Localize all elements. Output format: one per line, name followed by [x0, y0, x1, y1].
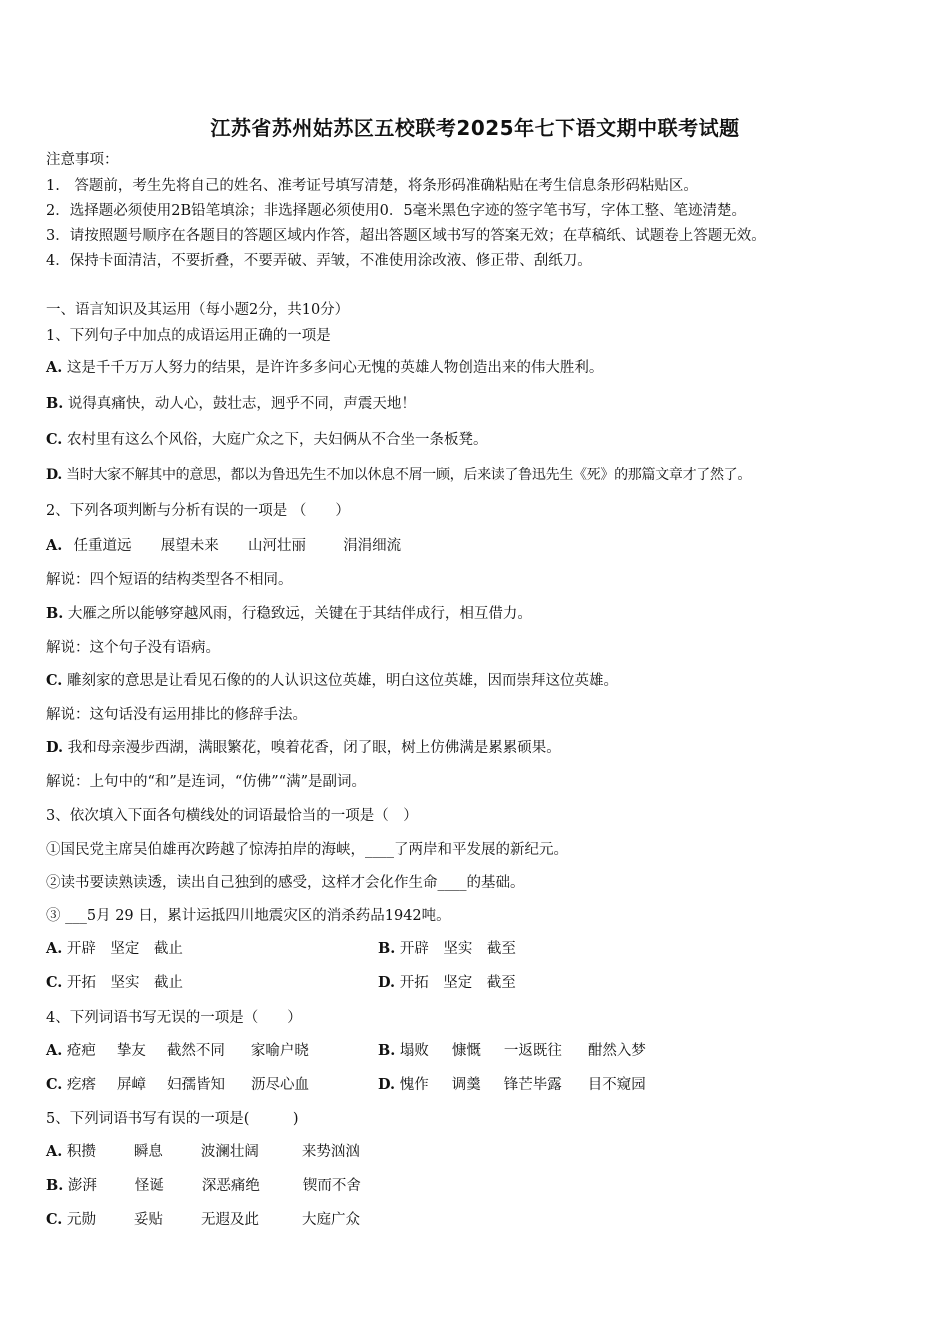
option-key: D.: [378, 1076, 396, 1093]
q1-option-c: [46, 430, 487, 450]
word: 酣然入梦: [587, 1043, 646, 1059]
word: 澎湃: [67, 1178, 97, 1194]
notice-item-3: 3．请按照题号顺序在各题目的答题区域内作答，超出答题区域书写的答案无效；在草稿纸、试题卷上答题无效。: [46, 228, 766, 244]
option-key: C.: [46, 1211, 63, 1228]
q2-stem: 2、下列各项判断与分析有误的一项是 （ ）: [46, 503, 350, 519]
q4-option-a: [46, 1041, 309, 1061]
q1-option-b: [46, 394, 416, 414]
q3-option-a: [46, 939, 183, 959]
word: 目不窥园: [587, 1077, 646, 1093]
word: 来势汹汹: [301, 1144, 360, 1160]
option-text: 开拓 坚定 截至: [399, 975, 516, 991]
q3-stem: 3、依次填入下面各句横线处的词语最恰当的一项是（ ）: [46, 808, 418, 824]
word: 瞬息: [133, 1144, 163, 1160]
q2-note-a: 解说：四个短语的结构类型各不相同。: [46, 572, 293, 588]
word: 疮疤: [66, 1043, 96, 1059]
option-key: A.: [46, 537, 63, 554]
option-key: D.: [46, 467, 62, 483]
q5-option-a: [46, 1142, 360, 1162]
q5-option-b: [46, 1176, 361, 1196]
q3-sentence-2: ②读书要读熟读透，读出自己独到的感受，这样才会化作生命____的基础。: [46, 875, 525, 891]
q4-option-d: [378, 1075, 646, 1095]
q2-option-d: [46, 738, 561, 758]
word: 疙瘩: [66, 1077, 96, 1093]
section-heading: 一、语言知识及其运用（每小题2分，共10分）: [46, 302, 350, 318]
option-key: A.: [46, 359, 63, 376]
q3-sentence-1: ①国民党主席吴伯雄再次跨越了惊涛拍岸的海峡，____了两岸和平发展的新纪元。: [46, 842, 568, 858]
word: 沥尽心血: [250, 1077, 309, 1093]
word: 锋芒毕露: [503, 1077, 562, 1093]
word: 愧作: [399, 1077, 429, 1093]
word: 锲而不舍: [302, 1178, 361, 1194]
word: 挚友: [116, 1043, 146, 1059]
word: 塌败: [399, 1043, 429, 1059]
option-text: 开辟 坚定 截止: [66, 941, 183, 957]
q1-stem: 1、下列句子中加点的成语运用正确的一项是: [46, 328, 331, 344]
q3-option-d: [378, 973, 516, 993]
option-key: A.: [46, 1143, 63, 1160]
word: 慷慨: [451, 1043, 481, 1059]
word: 截然不同: [166, 1043, 225, 1059]
option-key: B.: [46, 605, 64, 622]
word: 深恶痛绝: [201, 1178, 260, 1194]
option-key: C.: [46, 1076, 63, 1093]
page-title: 江苏省苏州姑苏区五校联考2025年七下语文期中联考试题: [210, 116, 740, 140]
q2-option-c: [46, 671, 618, 691]
option-key: D.: [378, 974, 396, 991]
option-text: 开拓 坚实 截止: [66, 975, 183, 991]
option-key: B.: [46, 395, 64, 412]
q5-option-c: [46, 1210, 360, 1230]
q4-option-b: [378, 1041, 646, 1061]
option-text: 这是千千万万人努力的结果，是许许多多问心无愧的英雄人物创造出来的伟大胜利。: [66, 360, 604, 376]
notice-item-1: 1. 答题前，考生先将自己的姓名、准考证号填写清楚，将条形码准确粘贴在考生信息条形码粘贴区。: [46, 178, 698, 194]
notice-item-4: 4．保持卡面清洁，不要折叠，不要弄破、弄皱，不准使用涂改液、修正带、刮纸刀。: [46, 253, 592, 269]
option-key: C.: [46, 431, 63, 448]
q4-stem: 4、下列词语书写无误的一项是（ ）: [46, 1010, 302, 1026]
word: 家喻户晓: [250, 1043, 309, 1059]
option-key: C.: [46, 672, 63, 689]
word: 积攒: [66, 1144, 96, 1160]
word: 一返既往: [503, 1043, 562, 1059]
option-text: 开辟 坚实 截至: [399, 941, 516, 957]
word: 任重道远: [73, 538, 132, 554]
q3-option-b: [378, 939, 516, 959]
q2-option-b: [46, 604, 532, 624]
notice-heading: 注意事项：: [46, 152, 119, 168]
word: 山河壮丽: [247, 538, 306, 554]
q2-option-a: [46, 536, 401, 556]
option-key: A.: [46, 940, 63, 957]
q2-note-c: 解说：这句话没有运用排比的修辞手法。: [46, 707, 307, 723]
word: 波澜壮阔: [200, 1144, 259, 1160]
q1-option-d: [46, 465, 751, 485]
option-text: 大雁之所以能够穿越风雨，行稳致远，关键在于其结伴成行，相互借力。: [67, 606, 532, 622]
option-text: 雕刻家的意思是让看见石像的的人认识这位英雄，明白这位英雄，因而崇拜这位英雄。: [66, 673, 618, 689]
option-text: 农村里有这么个风俗，大庭广众之下，夫妇俩从不合坐一条板凳。: [66, 432, 488, 448]
word: 展望未来: [160, 538, 219, 554]
q3-sentence-3: ③ ___5月 29 日，累计运抵四川地震灾区的消杀药品1942吨。: [46, 908, 451, 924]
word: 妥贴: [133, 1212, 163, 1228]
word: 涓涓细流: [343, 538, 402, 554]
option-key: A.: [46, 1042, 63, 1059]
option-key: B.: [378, 1042, 396, 1059]
option-key: B.: [46, 1177, 64, 1194]
option-text: 说得真痛快，动人心，鼓壮志，迥乎不同，声震天地！: [67, 396, 416, 412]
word: 屏嶂: [116, 1077, 146, 1093]
option-text: 当时大家不解其中的意思，都以为鲁迅先生不加以休息不屑一顾，后来读了鲁迅先生《死》的那篇文章才了然了。: [66, 467, 752, 483]
word: 调羹: [451, 1077, 481, 1093]
word: 大庭广众: [301, 1212, 360, 1228]
q3-option-c: [46, 973, 183, 993]
word: 元勋: [66, 1212, 96, 1228]
q1-option-a: [46, 358, 603, 378]
q2-note-d: 解说：上句中的“和”是连词，“仿佛”“满”是副词。: [46, 774, 366, 790]
q2-note-b: 解说：这个句子没有语病。: [46, 640, 220, 656]
q5-stem: 5、下列词语书写有误的一项是( ): [46, 1111, 299, 1127]
notice-item-2: 2．选择题必须使用2B铅笔填涂；非选择题必须使用0．5毫米黑色字迹的签字笔书写，字体工整、笔迹清楚。: [46, 203, 747, 219]
option-key: B.: [378, 940, 396, 957]
option-text: 我和母亲漫步西湖，满眼繁花，嗅着花香，闭了眼，树上仿佛满是累累硕果。: [67, 740, 561, 756]
word: 妇孺皆知: [166, 1077, 225, 1093]
option-key: C.: [46, 974, 63, 991]
word: 无遐及此: [200, 1212, 259, 1228]
option-key: D.: [46, 739, 64, 756]
q4-option-c: [46, 1075, 309, 1095]
word: 怪诞: [134, 1178, 164, 1194]
